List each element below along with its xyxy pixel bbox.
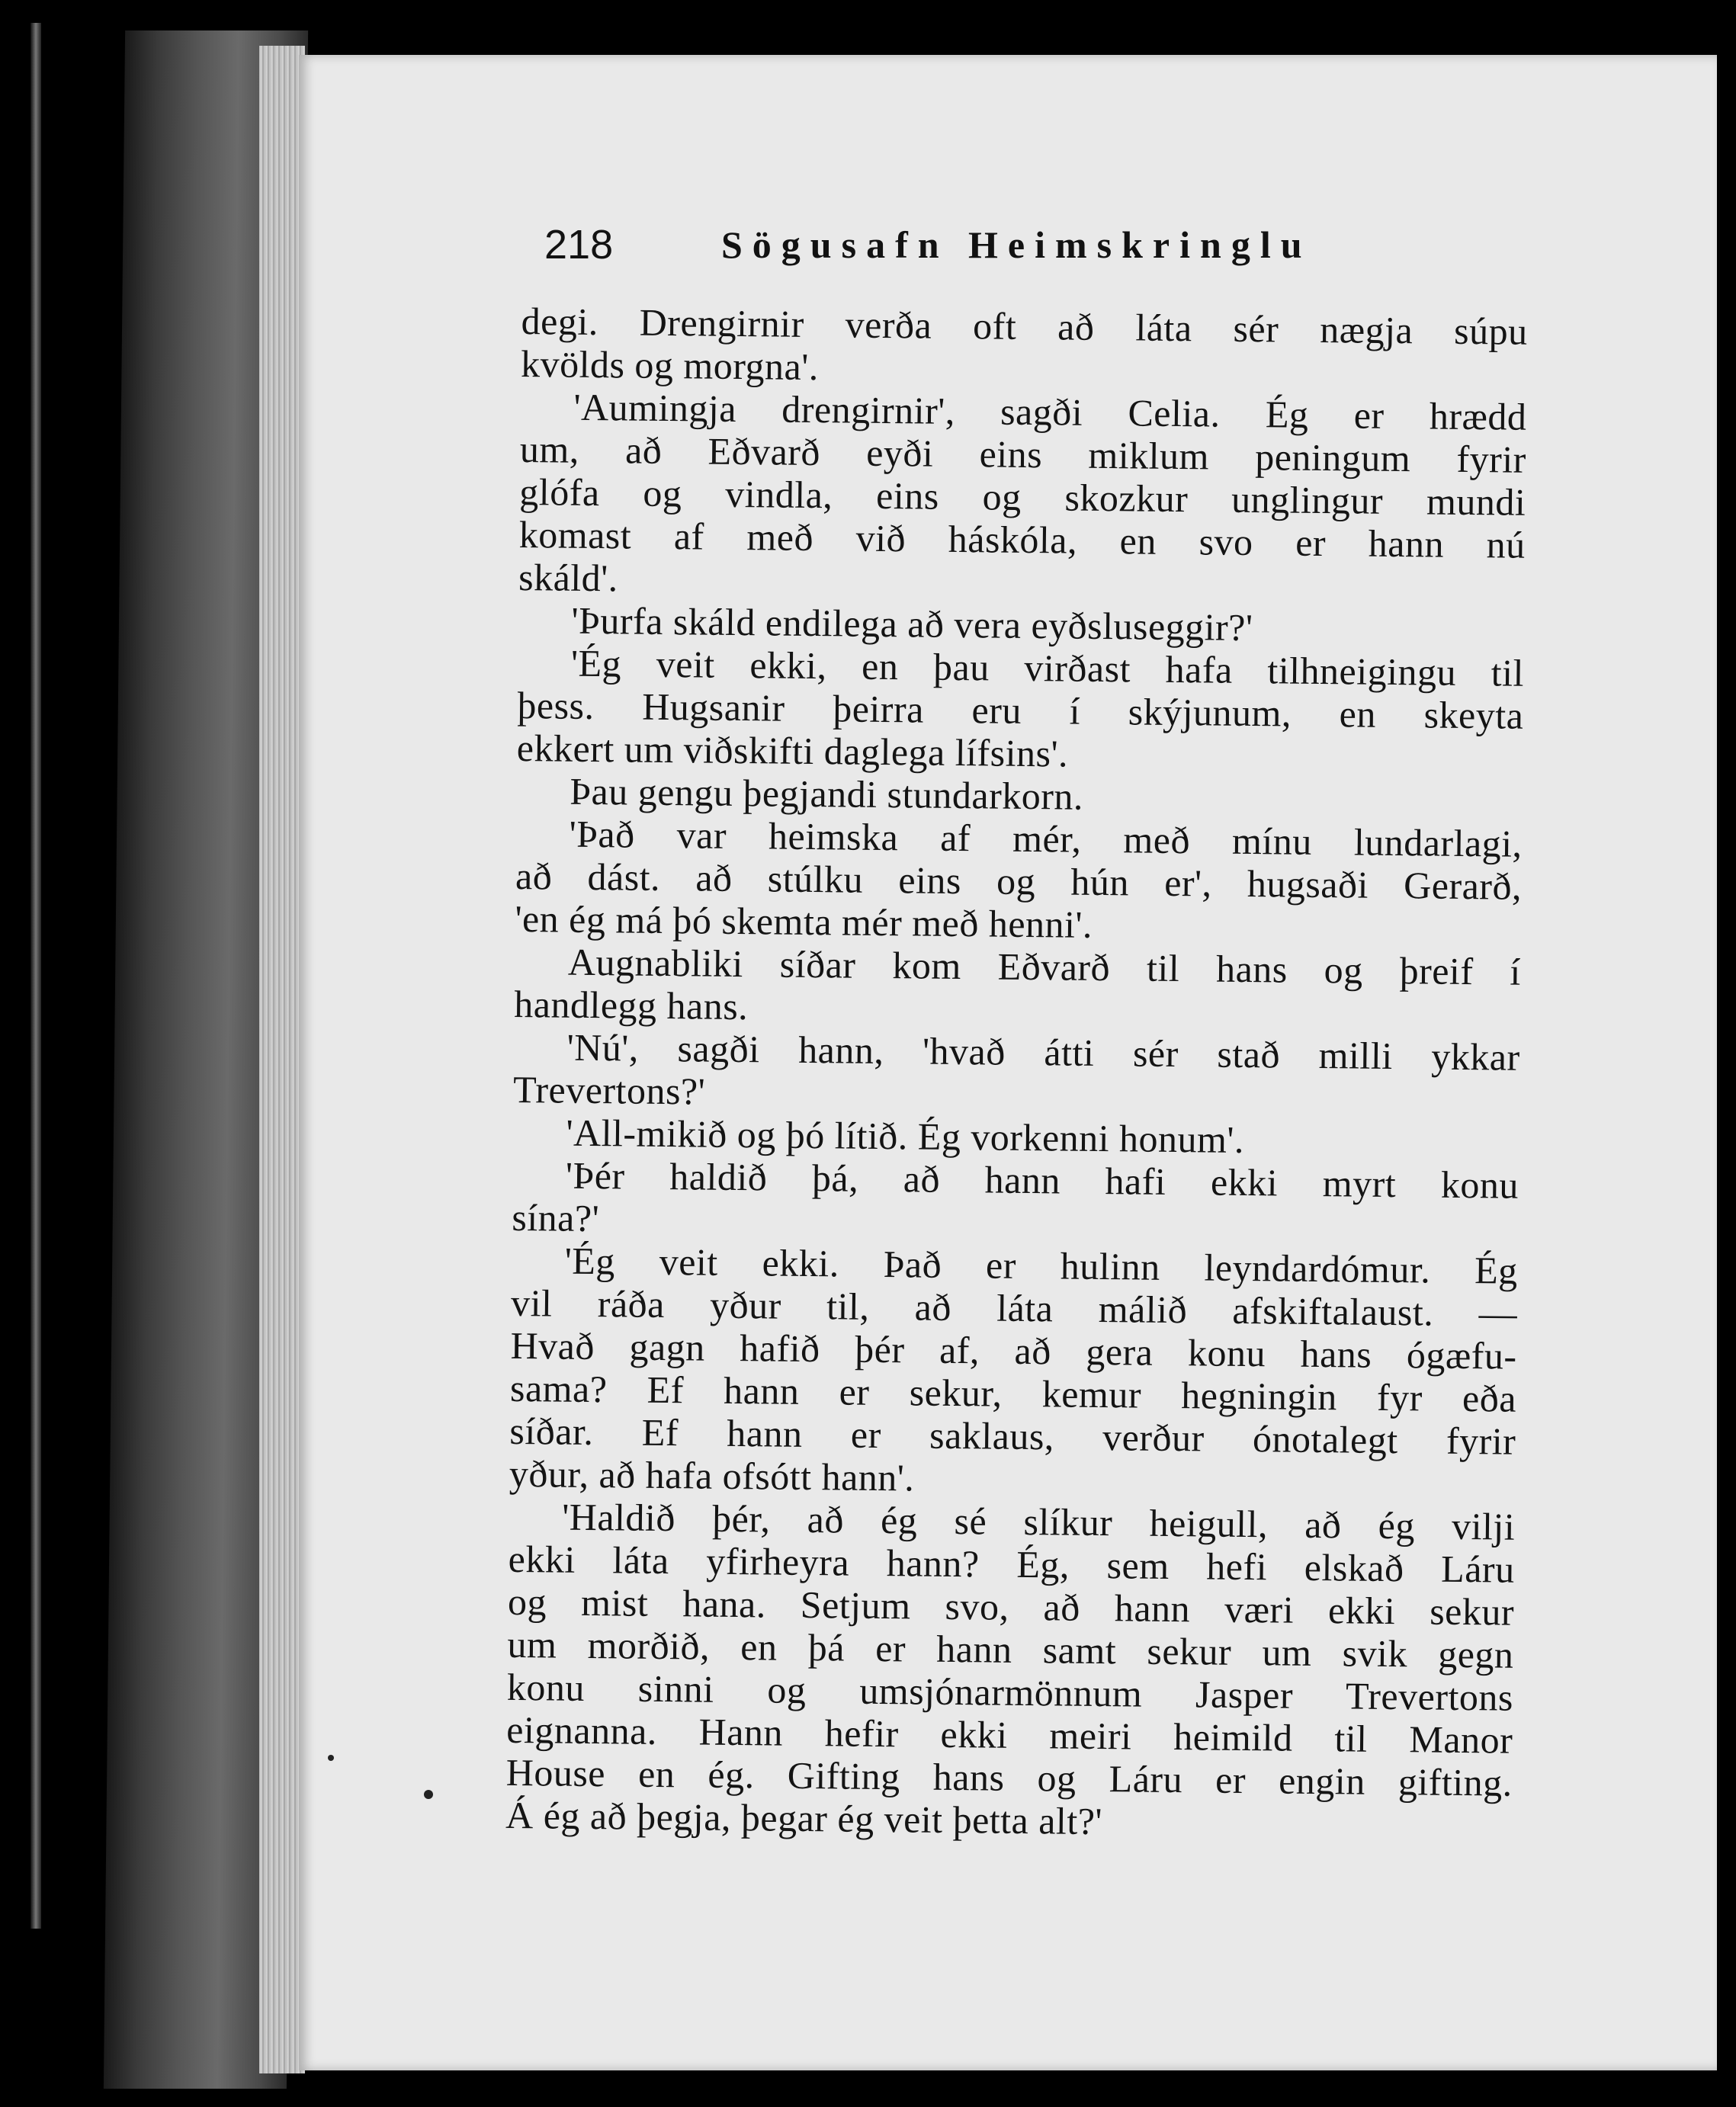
text-line: 'Ég veit ekki. Það er hulinn leyndardómur. Ég (564, 1239, 1519, 1292)
text-line: sína?' (512, 1195, 600, 1240)
text-line: kvölds og morgna'. (520, 342, 820, 389)
book-title: Sögusafn Heimskringlu (721, 223, 1312, 266)
text-line: 'Haldið þér, að ég sé slíkur heigull, að ég vilji (561, 1495, 1516, 1548)
text-line: um, að Eðvarð eyði eins miklum peningum fyrir (519, 427, 1527, 481)
text-line: eignanna. Hann hefir ekki meiri heimild til Manor (506, 1708, 1513, 1762)
text-line: að dást. að stúlku eins og hún er', hugsaði Gerarð, (515, 854, 1523, 908)
text-line: Þau gengu þegjandi stundarkorn. (569, 769, 1084, 818)
text-line: um morðið, en þá er hann samt sekur um svik gegn (507, 1622, 1514, 1676)
text-line: degi. Drengirnir verða oft að láta sér nægja súpu (521, 300, 1528, 353)
text-line: glófa og vindla, eins og skozkur unglingur mundi (519, 470, 1526, 524)
text-line: yður, að hafa ofsótt hann'. (509, 1451, 915, 1499)
text-line: og mist hana. Setjum svo, að hann væri ekki sekur (507, 1579, 1515, 1634)
page-edges (259, 46, 305, 2073)
text-line: House en ég. Gifting hans og Láru er engin gifting. (505, 1750, 1513, 1804)
ink-speck (328, 1755, 334, 1761)
text-line: ekkert um viðskifti daglega lífsins'. (516, 726, 1069, 775)
text-line: síðar. Ef hann er saklaus, verður ónotalegt fyrir (509, 1409, 1516, 1463)
text-line: ekki láta yfirheyra hann? Ég, sem hefi elskað Láru (508, 1537, 1515, 1591)
text-line: 'Aumingja drengirnir', sagði Celia. Ég er hrædd (573, 385, 1527, 438)
text-line: 'Ég veit ekki, en þau virðast hafa tilhneigingu til (570, 641, 1525, 694)
text-line: þess. Hugsanir þeirra eru í skýjunum, en skeyta (517, 683, 1524, 737)
text-line: konu sinni og umsjónarmönnum Jasper Trevertons (506, 1665, 1514, 1719)
body-text (505, 300, 1528, 1847)
ink-speck (424, 1790, 433, 1799)
running-head (544, 221, 1589, 274)
text-line: 'Þurfa skáld endilega að vera eyðsluseggir?' (571, 598, 1253, 649)
text-line: vil ráða yður til, að láta málið afskiftalaust. — (510, 1281, 1518, 1335)
text-line: sama? Ef hann er sekur, kemur hegningin fyr eða (509, 1366, 1517, 1420)
text-line: 'All-mikið og þó lítið. Ég vorkenni honum'. (566, 1111, 1245, 1161)
text-line: Hvað gagn hafið þér af, að gera konu hans ógæfu- (510, 1323, 1517, 1377)
text-line: Trevertons?' (512, 1067, 706, 1113)
text-line: Augnabliki síðar kom Eðvarð til hans og þreif í (567, 940, 1522, 993)
text-line: 'en ég má þó skemta mér með henni'. (515, 896, 1093, 946)
text-line: Á ég að þegja, þegar ég veit þetta alt?' (505, 1793, 1103, 1843)
text-line: 'Nú', sagði hann, 'hvað átti sér stað milli ykkar (566, 1025, 1520, 1079)
page-number: 218 (544, 222, 614, 268)
text-line: handlegg hans. (514, 982, 749, 1028)
text-line: 'Það var heimska af mér, með mínu lundarlagi, (569, 812, 1523, 865)
text-line: skáld'. (518, 555, 619, 600)
book-cover-edge (30, 23, 41, 1929)
text-line: 'Þér haldið þá, að hann hafi ekki myrt konu (565, 1153, 1519, 1207)
text-line: komast af með við háskóla, en svo er hann nú (518, 512, 1526, 566)
